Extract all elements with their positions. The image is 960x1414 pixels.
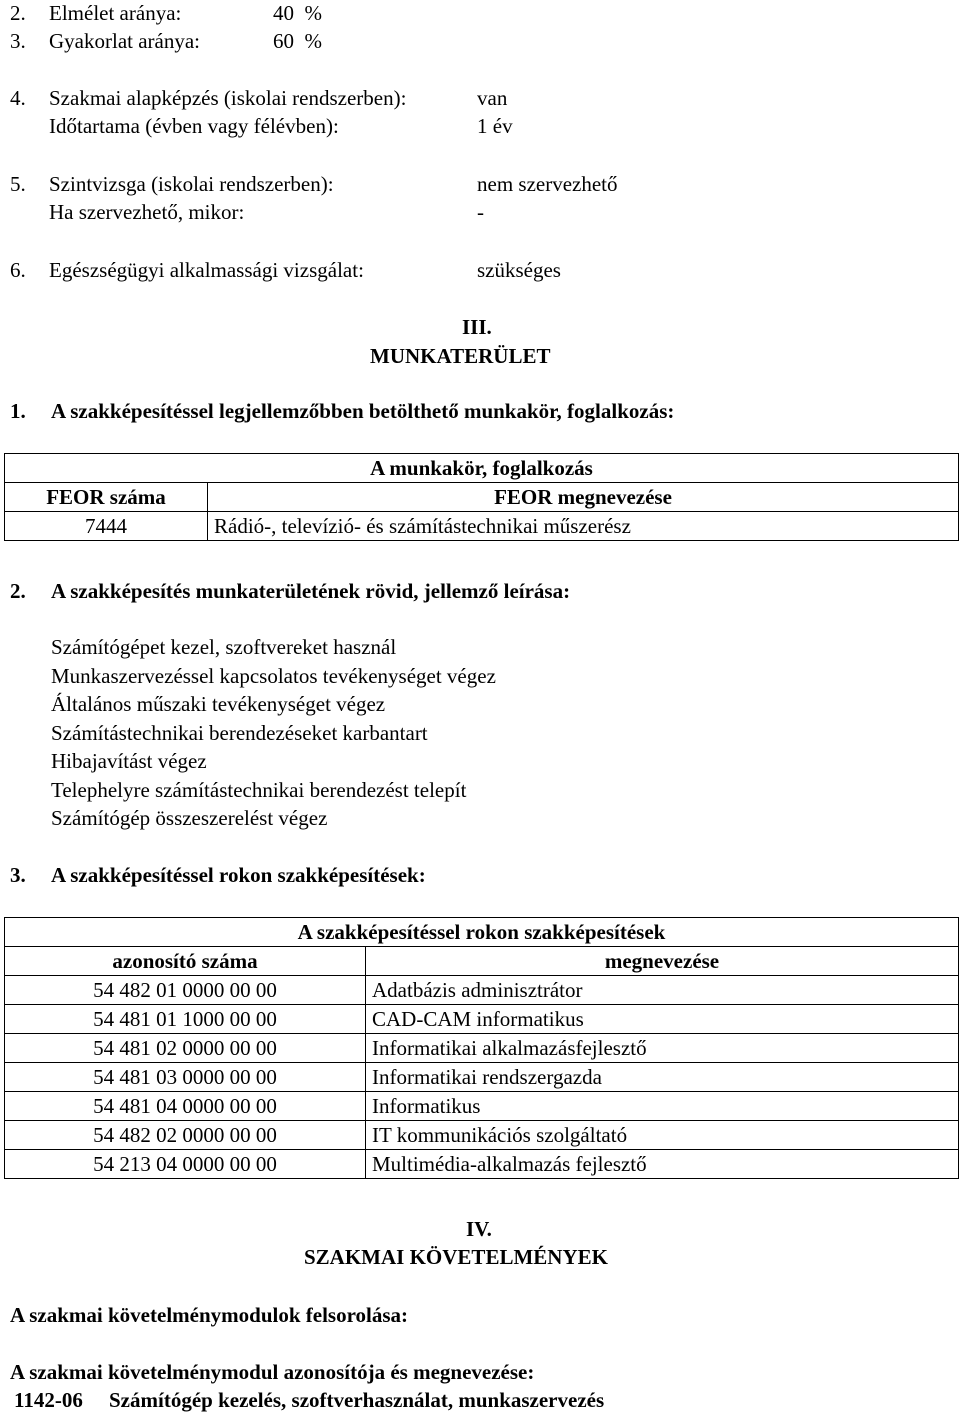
item-number: 6. — [10, 258, 26, 282]
table-header-row — [5, 454, 959, 483]
module-id-heading: A szakmai követelménymodul azonosítója és megnevezése: — [10, 1360, 535, 1384]
list-item: Számítógép összeszerelést végez — [51, 806, 328, 830]
qualification-id: 54 481 01 1000 00 00 — [5, 1005, 366, 1034]
item-value: - — [477, 200, 484, 224]
list-item: Általános műszaki tevékenységet végez — [51, 692, 386, 716]
question-number: 3. — [10, 863, 26, 887]
item-value: szükséges — [477, 258, 561, 282]
section-4-title: SZAKMAI KÖVETELMÉNYEK — [304, 1245, 608, 1269]
table-row — [5, 1150, 959, 1179]
item-number: 3. — [10, 29, 26, 53]
item-number: 2. — [10, 1, 26, 25]
item-label: Ha szervezhető, mikor: — [49, 200, 245, 224]
qualification-id: 54 213 04 0000 00 00 — [5, 1150, 366, 1179]
list-item: Munkaszervezéssel kapcsolatos tevékenységet végez — [51, 663, 496, 688]
qualification-name: Informatikus — [366, 1092, 959, 1121]
table-row — [5, 1092, 959, 1121]
feor-name: Rádió-, televízió- és számítástechnikai műszerész — [208, 512, 959, 541]
feor-code: 7444 — [5, 512, 208, 541]
table-row — [5, 1121, 959, 1150]
qualification-name: Informatikai alkalmazásfejlesztő — [366, 1034, 959, 1063]
item-6 — [10, 257, 561, 283]
qualification-id: 54 481 03 0000 00 00 — [5, 1063, 366, 1092]
item-5 — [10, 171, 618, 197]
qualification-id: 54 482 02 0000 00 00 — [5, 1121, 366, 1150]
section-3-title: MUNKATERÜLET — [370, 344, 551, 368]
qualification-id: 54 481 02 0000 00 00 — [5, 1034, 366, 1063]
qualification-id: 54 482 01 0000 00 00 — [5, 976, 366, 1005]
item-2 — [10, 0, 322, 26]
item-4-duration — [49, 113, 513, 139]
item-label: Szakmai alapképzés (iskolai rendszerben): — [49, 86, 407, 110]
item-value: nem szervezhető — [477, 172, 618, 196]
question-text: A szakképesítéssel rokon szakképesítések: — [51, 863, 426, 887]
item-label: Időtartama (évben vagy félévben): — [49, 114, 339, 138]
list-item: Telephelyre számítástechnikai berendezést telepít — [51, 777, 467, 802]
table-row — [5, 1063, 959, 1092]
table-column-header-row — [5, 947, 959, 976]
qualification-name: Multimédia-alkalmazás fejlesztő — [366, 1150, 959, 1179]
column-header: FEOR száma — [5, 483, 208, 512]
column-header: megnevezése — [366, 947, 959, 976]
question-text: A szakképesítéssel legjellemzőbben betölthető munkakör, foglalkozás: — [51, 399, 675, 423]
question-3 — [10, 862, 426, 888]
list-item: Számítógépet kezel, szoftvereket használ — [51, 635, 397, 659]
section-4-roman: IV. — [466, 1217, 492, 1241]
column-header: azonosító száma — [5, 947, 366, 976]
feor-table — [4, 453, 959, 541]
section-3-roman: III. — [462, 315, 492, 339]
item-5-when — [49, 199, 484, 225]
item-number: 5. — [10, 172, 26, 196]
table-header: A munkakör, foglalkozás — [5, 454, 959, 483]
qualification-name: Informatikai rendszergazda — [366, 1063, 959, 1092]
module-code: 1142-06 — [14, 1388, 83, 1412]
item-4 — [10, 85, 508, 111]
list-item: Hibajavítást végez — [51, 749, 207, 773]
table-row — [5, 976, 959, 1005]
item-value: van — [477, 86, 508, 110]
item-label: Egészségügyi alkalmassági vizsgálat: — [49, 258, 364, 282]
table-row — [5, 1034, 959, 1063]
qualification-id: 54 481 04 0000 00 00 — [5, 1092, 366, 1121]
table-column-header-row — [5, 483, 959, 512]
item-value: 1 év — [477, 114, 513, 138]
module-entry — [14, 1387, 605, 1413]
item-label: Szintvizsga (iskolai rendszerben): — [49, 172, 334, 196]
table-header-row — [5, 918, 959, 947]
question-text: A szakképesítés munkaterületének rövid, jellemző leírása: — [51, 579, 571, 603]
module-name: Számítógép kezelés, szoftverhasználat, munkaszervezés — [109, 1388, 605, 1412]
work-area-list — [51, 634, 496, 834]
item-value: 60 % — [273, 29, 322, 53]
table-row — [5, 1005, 959, 1034]
item-label: Gyakorlat aránya: — [49, 29, 201, 53]
qualification-name: Adatbázis adminisztrátor — [366, 976, 959, 1005]
question-1 — [10, 398, 675, 424]
question-number: 1. — [10, 399, 26, 423]
qualification-name: CAD-CAM informatikus — [366, 1005, 959, 1034]
table-header: A szakképesítéssel rokon szakképesítések — [5, 918, 959, 947]
related-qualifications-table — [4, 917, 959, 1179]
modules-heading: A szakmai követelménymodulok felsorolása: — [10, 1303, 409, 1327]
item-3 — [10, 28, 322, 54]
column-header: FEOR megnevezése — [208, 483, 959, 512]
qualification-name: IT kommunikációs szolgáltató — [366, 1121, 959, 1150]
item-label: Elmélet aránya: — [49, 1, 182, 25]
table-row — [5, 512, 959, 541]
list-item: Számítástechnikai berendezéseket karbantart — [51, 720, 428, 745]
item-number: 4. — [10, 86, 26, 110]
question-number: 2. — [10, 579, 26, 603]
item-value: 40 % — [273, 1, 322, 25]
question-2 — [10, 578, 571, 604]
